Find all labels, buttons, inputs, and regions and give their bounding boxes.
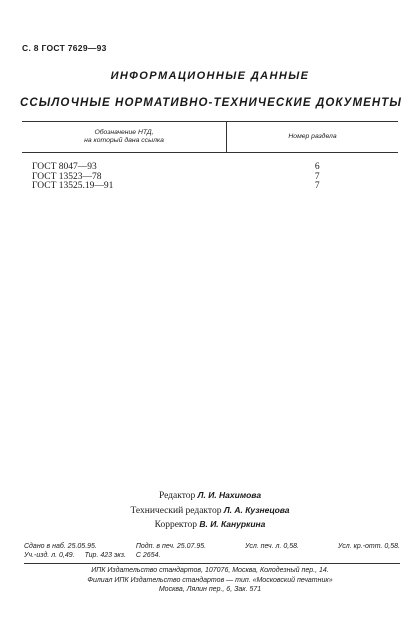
publisher-divider: [24, 563, 400, 564]
references-table: [22, 121, 398, 192]
page-header: С. 8 ГОСТ 7629—93: [22, 43, 107, 53]
corrector-line: [0, 518, 420, 533]
doc-cell: ГОСТ 8047—93: [32, 162, 97, 172]
info-data-title: ИНФОРМАЦИОННЫЕ ДАННЫЕ: [110, 70, 310, 82]
staff-credits: [0, 489, 420, 533]
doc-cell: ГОСТ 13525.19—91: [32, 181, 114, 191]
editor-role: Редактор: [158, 491, 196, 501]
print-sheets: Усл. печ. л. 0,58.: [245, 543, 299, 550]
color-prints: Усл. кр.-отт. 0,58.: [337, 543, 400, 550]
doc-column-header-line2: на который дана ссылка: [84, 137, 164, 144]
tech-editor-line: [0, 504, 420, 519]
publisher-info: [0, 566, 420, 595]
circulation: Тир. 423 экз.: [84, 552, 126, 559]
table-row: [22, 182, 398, 192]
editor-name: Л. И. Нахимова: [197, 490, 262, 500]
print-imprint: [24, 542, 400, 560]
imprint-line-1: [24, 542, 400, 551]
publisher-line-3: Москва, Лялин пер., 6, Зак. 571: [158, 586, 262, 593]
section-cell: 7: [314, 171, 320, 182]
submitted-date: Сдано в наб. 25.05.95.: [24, 543, 97, 550]
table-row: [22, 153, 398, 173]
publisher-line-2: Филиал ИПК Издательство стандартов — тип. «Московский печатник»: [87, 576, 333, 584]
references-title: ССЫЛОЧНЫЕ НОРМАТИВНО-ТЕХНИЧЕСКИЕ ДОКУМЕНТЫ: [20, 97, 403, 109]
editor-line: [0, 489, 420, 504]
doc-cell: ГОСТ 13523—78: [32, 171, 102, 182]
corrector-role: Корректор: [154, 520, 197, 530]
corrector-name: В. И. Кануркина: [199, 519, 266, 529]
publisher-line-1: ИПК Издательство стандартов, 107076, Москва, Колодезный пер., 14.: [91, 567, 329, 574]
tech-editor-name: Л. А. Кузнецова: [223, 504, 290, 515]
table-header-row: [22, 122, 398, 153]
doc-column-header: [22, 122, 227, 153]
section-cell: 6: [314, 162, 320, 172]
doc-column-header-line1: Обозначение НТД,: [94, 129, 154, 136]
publication-sheets: Уч.-изд. л. 0,49.: [24, 552, 75, 559]
tech-editor-role: Технический редактор: [130, 505, 222, 516]
order-number: С 2654.: [135, 552, 161, 559]
imprint-line-2: [24, 551, 400, 560]
section-cell: 7: [314, 181, 320, 191]
section-column-header: Номер раздела: [227, 122, 399, 153]
signed-date: Подп. в печ. 25.07.95.: [135, 543, 207, 550]
